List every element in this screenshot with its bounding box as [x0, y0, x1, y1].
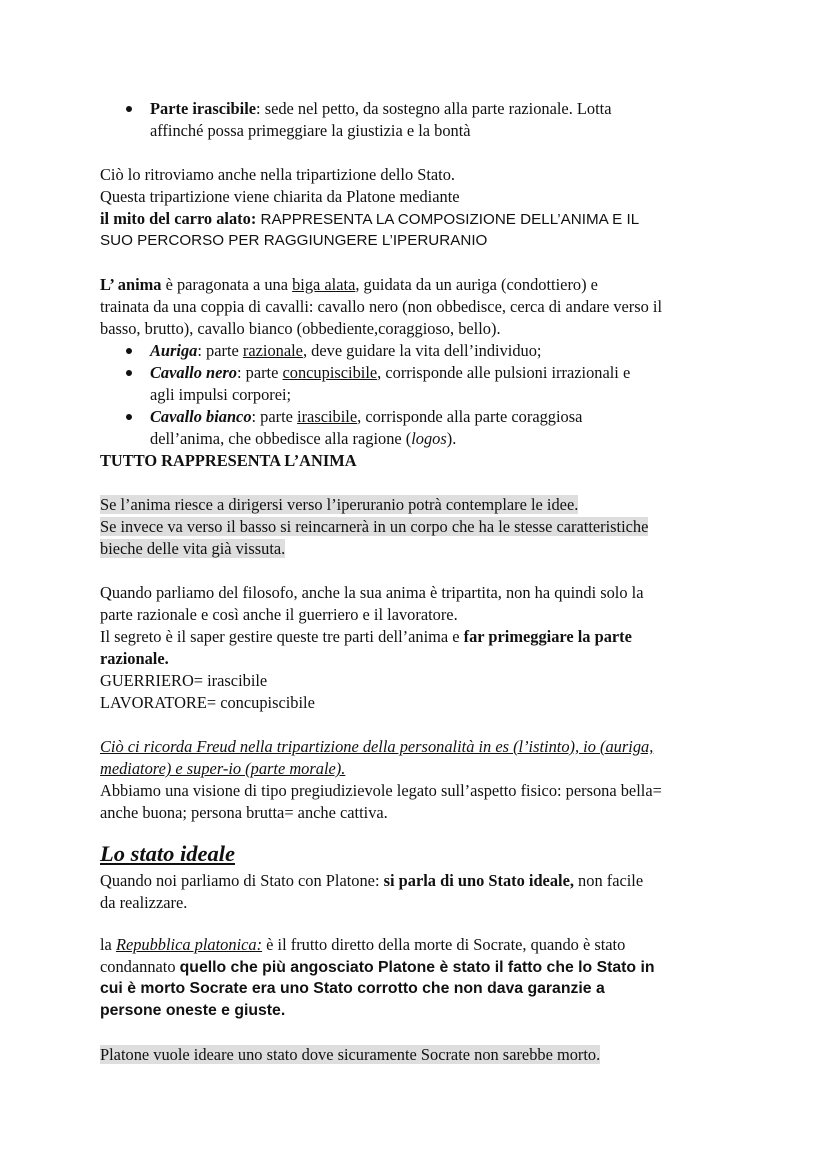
term-anima: L’ anima — [100, 275, 162, 294]
paragraph-line: Abbiamo una visione di tipo pregiudizievole legato sull’aspetto fisico: persona bella= — [100, 781, 662, 800]
highlight-text: Se invece va verso il basso si reincarnerà in un corpo che ha le stesse caratteristiche — [100, 517, 649, 536]
list-item — [150, 98, 612, 120]
text: Quando noi parliamo di Stato con Platone: — [100, 871, 384, 890]
text: : parte — [236, 363, 283, 382]
text: , deve guidare la vita dell’individuo; — [302, 341, 542, 360]
highlight-text: bieche delle vita già vissuta. — [100, 539, 286, 558]
section-heading: Lo stato ideale — [100, 841, 235, 866]
myth-description: RAPPRESENTA LA COMPOSIZIONE DELL’ANIMA E IL — [256, 211, 640, 228]
highlight-text: Platone vuole ideare uno stato dove sicuramente Socrate non sarebbe morto. — [100, 1045, 601, 1064]
term-repubblica: Repubblica platonica: — [115, 935, 263, 954]
paragraph-line: LAVORATORE= concupiscibile — [100, 693, 315, 712]
paragraph-line: basso, brutto), cavallo bianco (obbediente,coraggioso, bello). — [100, 319, 501, 338]
bullet-icon — [126, 370, 132, 376]
paragraph-line — [100, 934, 625, 956]
underlined-term: irascibile — [297, 407, 358, 426]
myth-title: il mito del carro alato: — [100, 209, 257, 228]
list-term: Cavallo nero — [150, 363, 237, 382]
highlighted-line — [100, 538, 285, 560]
paragraph-line: trainata da una coppia di cavalli: cavallo nero (non obbedisce, cerca di andare verso il — [100, 297, 663, 316]
paragraph-line — [100, 956, 655, 979]
freud-line: Ciò ci ricorda Freud nella tripartizione della personalità in es (l’istinto), io (auriga, — [100, 737, 654, 756]
paragraph-line: da realizzare. — [100, 893, 188, 912]
highlight-text: Se l’anima riesce a dirigersi verso l’iperuranio potrà contemplare le idee. — [100, 495, 579, 514]
list-text: : sede nel petto, da sostegno alla parte razionale. Lotta — [256, 99, 612, 118]
term-logos: logos — [411, 429, 447, 448]
paragraph-line — [100, 208, 639, 231]
text: condannato — [100, 957, 180, 976]
bullet-icon — [126, 348, 132, 354]
list-item-continuation: agli impulsi corporei; — [150, 385, 292, 404]
term-biga-alata: biga alata — [292, 275, 356, 294]
text: : parte — [197, 341, 243, 360]
text: , corrisponde alle pulsioni irrazionali e — [377, 363, 631, 382]
bullet-icon — [126, 106, 132, 112]
text: Il segreto è il saper gestire queste tre parti dell’anima e — [100, 627, 464, 646]
list-term: Auriga — [150, 341, 198, 360]
paragraph-line: Ciò lo ritroviamo anche nella tripartizione dello Stato. — [100, 165, 456, 184]
paragraph-line: Questa tripartizione viene chiarita da Platone mediante — [100, 187, 460, 206]
text: la — [100, 935, 116, 954]
underlined-term: concupiscibile — [282, 363, 378, 382]
text: : parte — [251, 407, 298, 426]
freud-line: mediatore) e super-io (parte morale). — [100, 759, 346, 778]
text: non facile — [573, 871, 644, 890]
list-item-continuation: affinché possa primeggiare la giustizia e la bontà — [150, 121, 471, 140]
list-term: Cavallo bianco — [150, 407, 252, 426]
list-item-auriga — [150, 340, 541, 362]
highlighted-line — [100, 494, 578, 516]
paragraph-line — [100, 274, 598, 296]
text: è il frutto diretto della morte di Socrate, quando è stato — [262, 935, 626, 954]
bold-text: far primeggiare la parte — [463, 627, 632, 646]
paragraph-line: parte razionale e così anche il guerriero e il lavoratore. — [100, 605, 458, 624]
text: è paragonata a una — [161, 275, 293, 294]
paragraph-line: razionale. — [100, 649, 169, 668]
bullet-icon — [126, 414, 132, 420]
highlighted-line — [100, 516, 648, 538]
text: , guidata da un auriga (condottiero) e — [355, 275, 598, 294]
paragraph-line: cui è morto Socrate era uno Stato corrotto che non dava garanzie a — [100, 980, 605, 997]
bold-text: quello che più angosciato Platone è stato il fatto che lo Stato in — [179, 959, 655, 976]
paragraph-line: GUERRIERO= irascibile — [100, 671, 268, 690]
bold-text: si parla di uno Stato ideale, — [383, 871, 574, 890]
paragraph-line — [100, 870, 643, 892]
paragraph-line — [100, 626, 632, 648]
paragraph-line: persone oneste e giuste. — [100, 1002, 286, 1019]
paragraph-line: Quando parliamo del filosofo, anche la sua anima è tripartita, non ha quindi solo la — [100, 583, 644, 602]
text: ). — [446, 429, 457, 448]
highlighted-line — [100, 1044, 600, 1066]
list-item-cavallo-nero — [150, 362, 630, 384]
text: , corrisponde alla parte coraggiosa — [357, 407, 583, 426]
list-item-cavallo-bianco — [150, 406, 582, 428]
list-term: Parte irascibile — [150, 99, 257, 118]
summary-line: TUTTO RAPPRESENTA L’ANIMA — [100, 451, 357, 470]
paragraph-line: anche buona; persona brutta= anche cattiva. — [100, 803, 388, 822]
underlined-term: razionale — [242, 341, 303, 360]
list-item-continuation — [150, 428, 456, 450]
text: dell’anima, che obbedisce alla ragione ( — [150, 429, 412, 448]
paragraph-line: SUO PERCORSO PER RAGGIUNGERE L’IPERURANIO — [100, 232, 488, 249]
